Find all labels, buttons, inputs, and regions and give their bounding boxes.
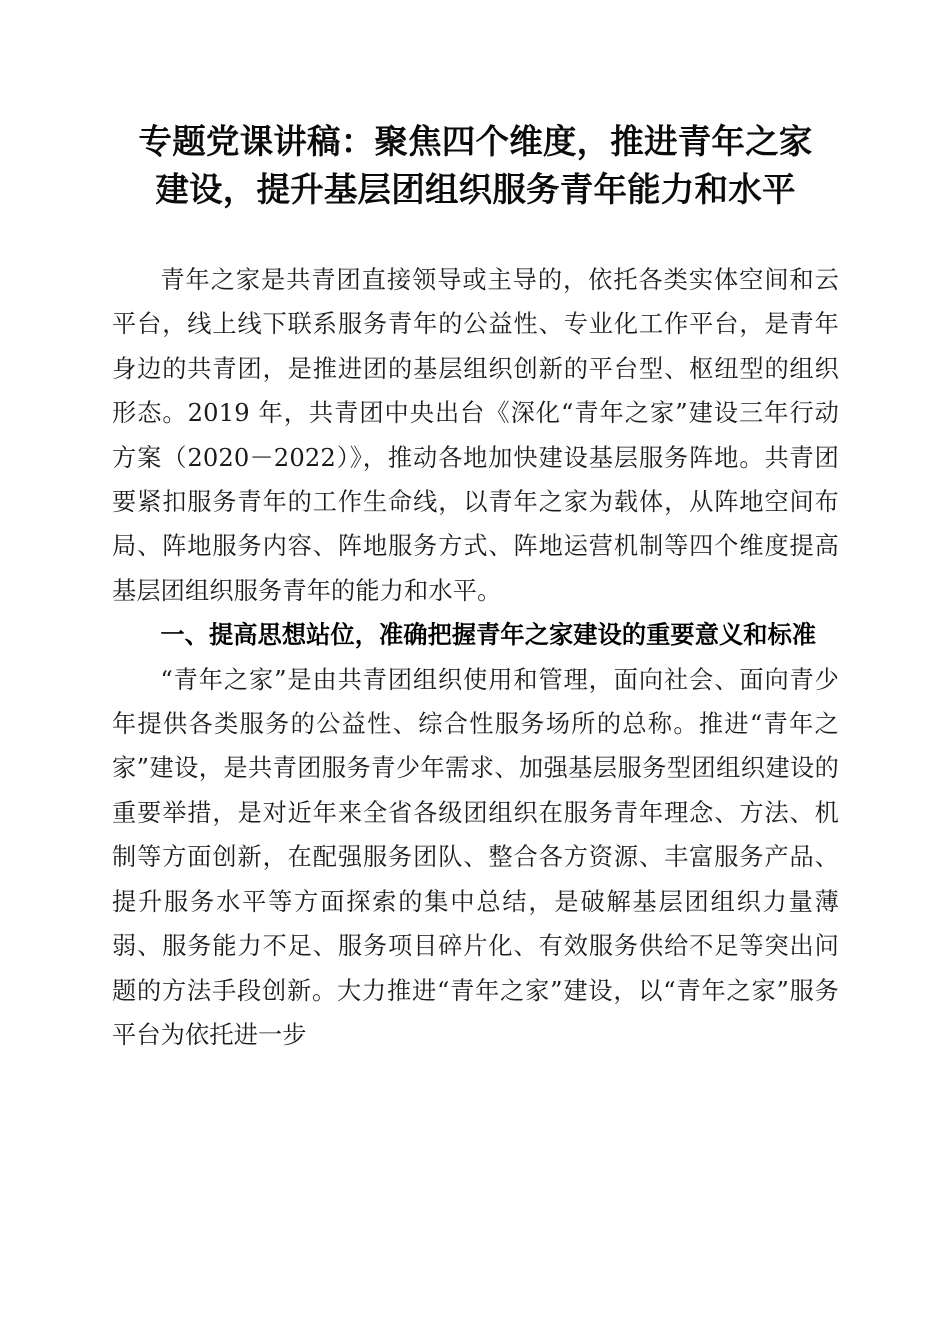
section-1-paragraph-1: “青年之家”是由共青团组织使用和管理，面向社会、面向青少年提供各类服务的公益性、综合性服务场所的总称。推进“青年之家”建设，是共青团服务青少年需求、加强基层服务型团组织建设的重要举措，是对近年来全省各级团组织在服务青年理念、方法、机制等方面创新，在配强服务团队、整合各方资源、丰富服务产品、提升服务水平等方面探索的集中总结，是破解基层团组织力量薄弱、服务能力不足、服务项目碎片化、有效服务供给不足等突出问题的方法手段创新。大力推进“青年之家”建设，以“青年之家”服务平台为依托进一步 (112, 665, 839, 1049)
page-title-line-1: 专题党课讲稿：聚焦四个维度，推进青年之家 (138, 122, 813, 161)
section-heading-1: 一、提高思想站位，准确把握青年之家建设的重要意义和标准 (160, 621, 817, 650)
page-title (112, 118, 839, 214)
intro-paragraph: 青年之家是共青团直接领导或主导的，依托各类实体空间和云平台，线上线下联系服务青年的公益性、专业化工作平台，是青年身边的共青团，是推进团的基层组织创新的平台型、枢纽型的组织形态。2019 年，共青团中央出台《深化“青年之家”建设三年行动方案（2020－2022）》，推动各地加快建设基层服务阵地。共青团要紧扣服务青年的工作生命线，以青年之家为载体，从阵地空间布局、阵地服务内容、阵地服务方式、阵地运营机制等四个维度提高基层团组织服务青年的能力和水平。 (112, 266, 839, 605)
title-body-spacer (112, 214, 839, 258)
document-content (112, 118, 839, 1057)
page-title-line-2: 建设，提升基层团组织服务青年能力和水平 (155, 170, 796, 209)
